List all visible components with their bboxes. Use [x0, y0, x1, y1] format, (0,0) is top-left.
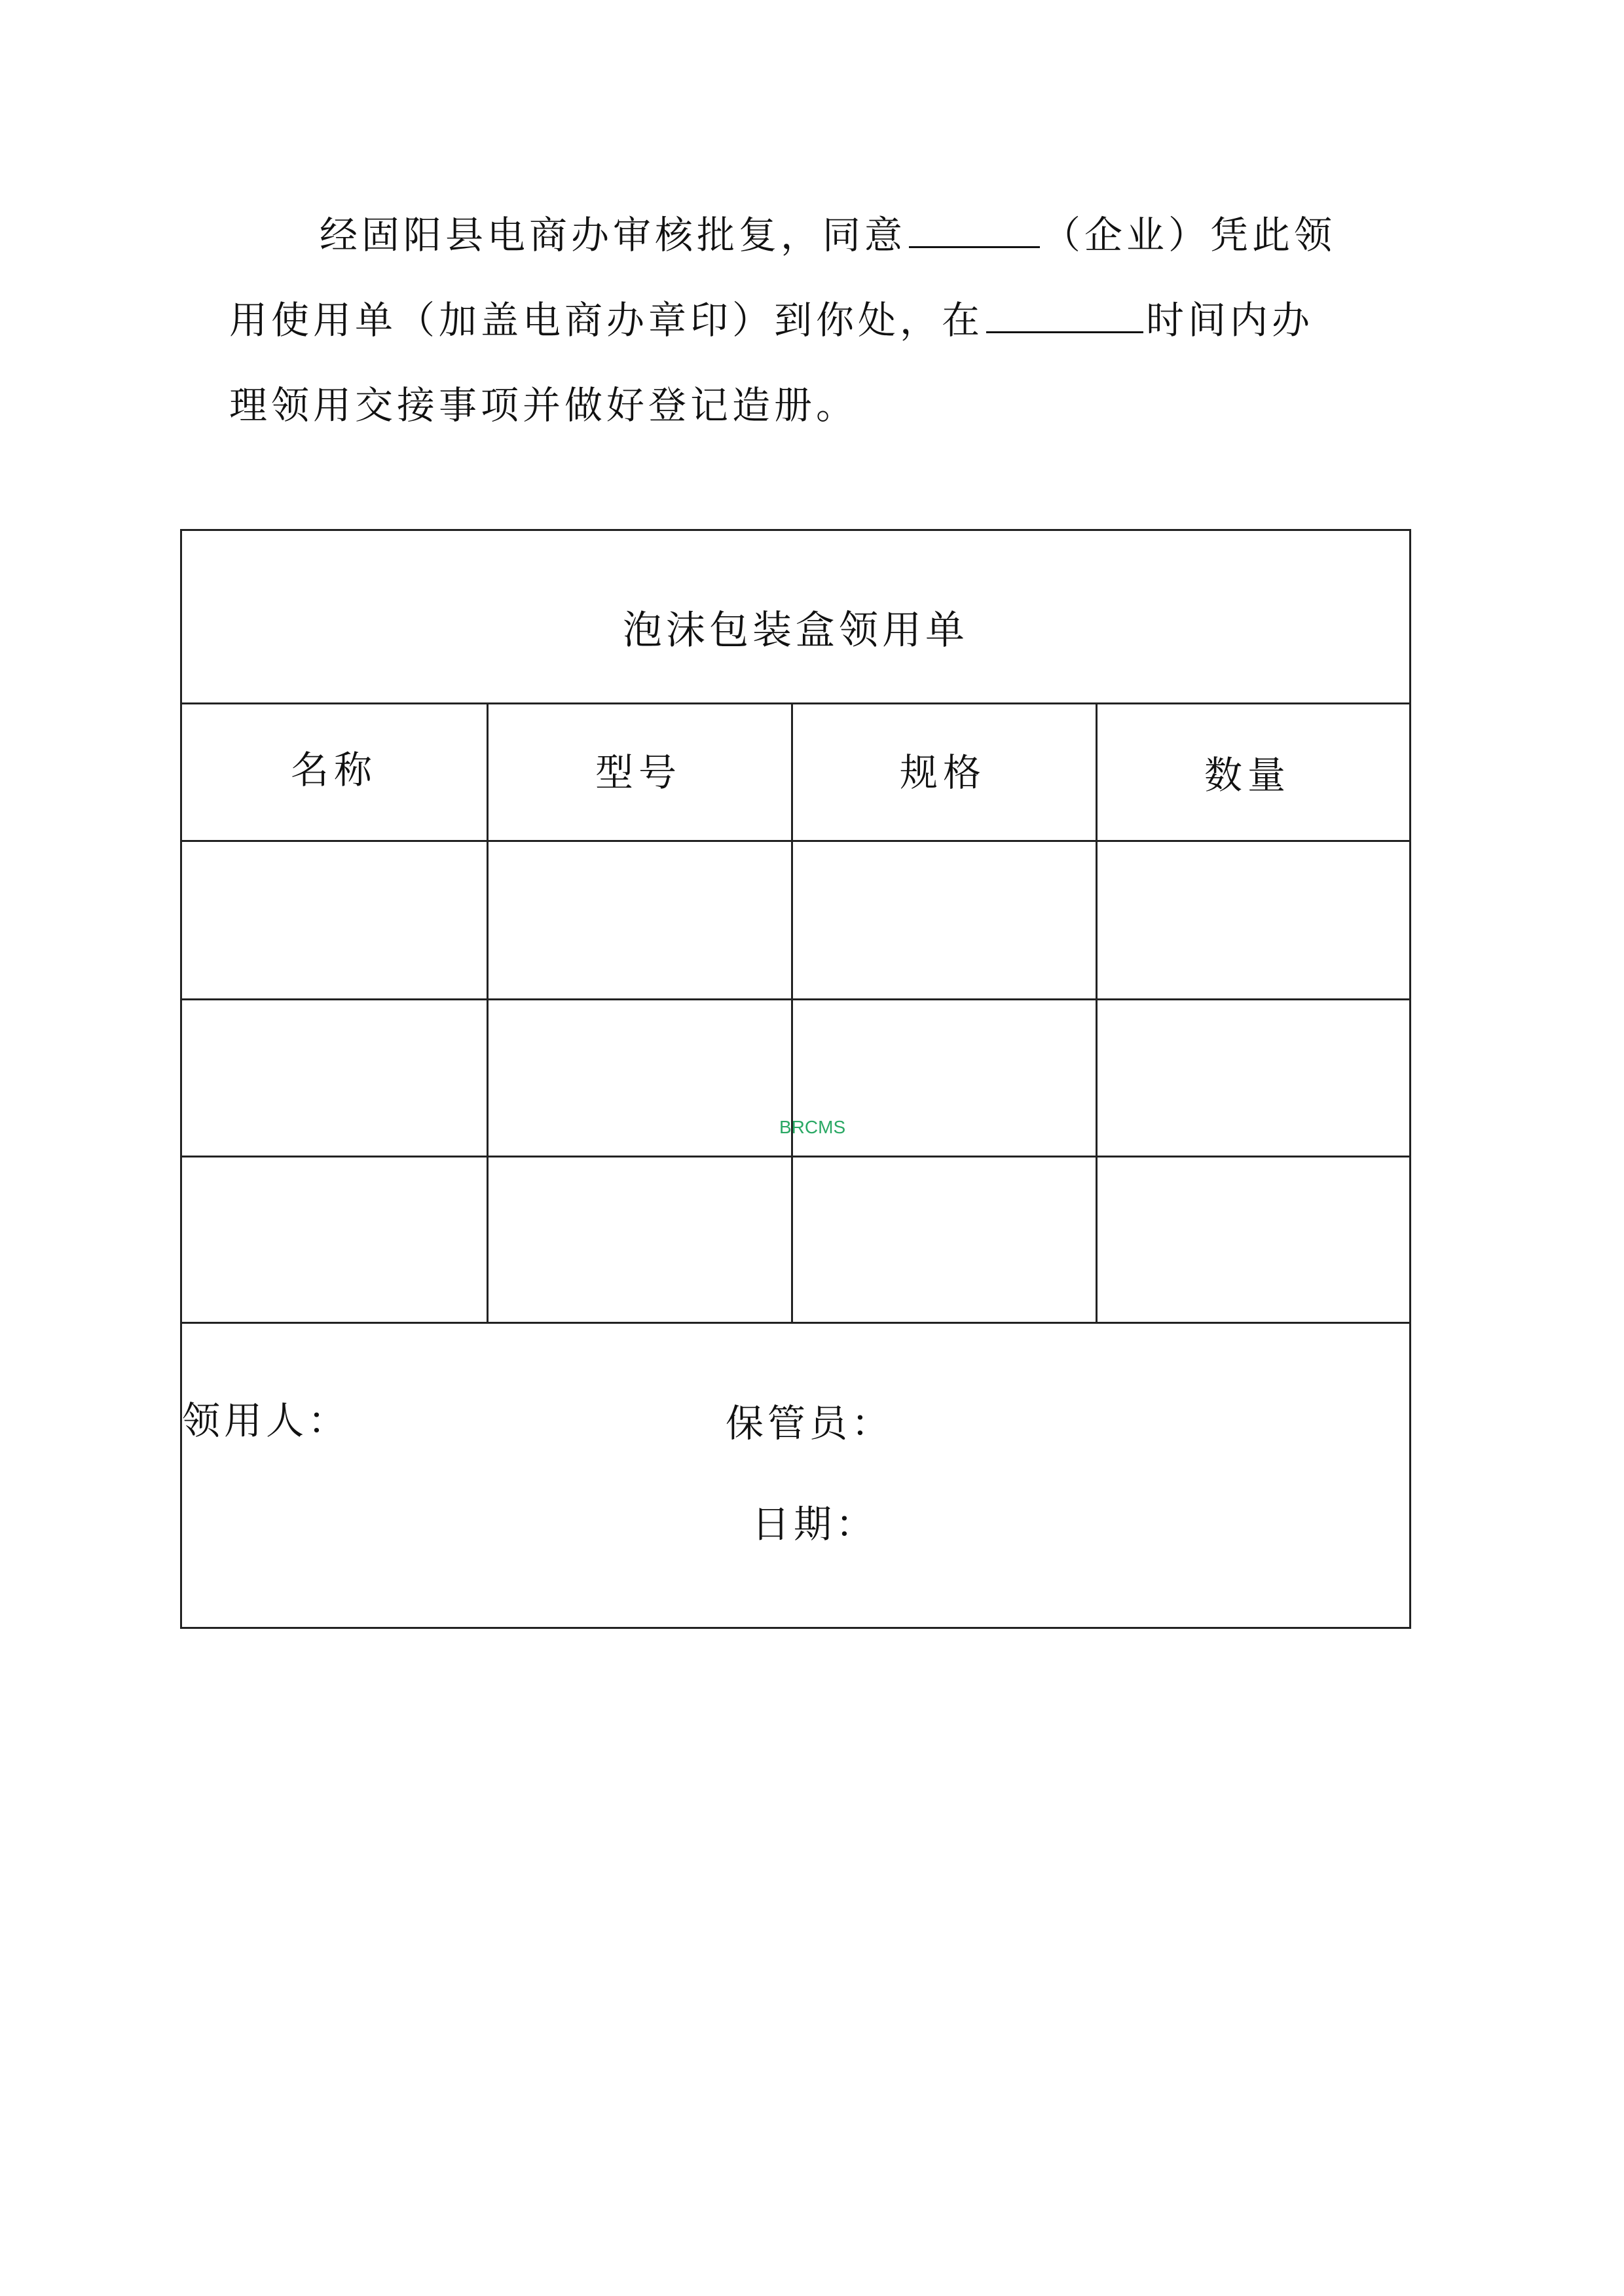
company-name-blank: [909, 246, 1040, 248]
header-model: 型号: [595, 750, 682, 795]
intro-line-1-text-a: 经固阳县电商办审核批复，同意: [320, 213, 907, 257]
requisition-form-table: [180, 529, 1411, 1629]
intro-line-1-text-b: （企业）凭此领: [1043, 213, 1337, 257]
intro-line-2: [229, 298, 1314, 342]
date-label: 日期：: [752, 1502, 878, 1546]
header-divider: [182, 840, 1409, 842]
brcms-watermark: BRCMS: [779, 1117, 846, 1137]
title-divider: [182, 702, 1409, 704]
header-spec: 规格: [899, 750, 987, 795]
recipient-label: 领用人：: [182, 1398, 350, 1443]
intro-line-2-text-b: 时间内办: [1146, 298, 1314, 342]
intro-line-1: [320, 213, 1337, 257]
keeper-label: 保管员：: [726, 1401, 894, 1446]
row-1-divider: [182, 998, 1409, 1000]
row-2-divider: [182, 1156, 1409, 1157]
column-divider-2: [791, 702, 793, 1322]
column-divider-1: [487, 702, 489, 1322]
column-divider-3: [1096, 702, 1098, 1322]
intro-line-2-text-a: 用使用单（加盖电商办章印）到你处，在: [229, 298, 984, 342]
intro-line-3-text: 理领用交接事项并做好登记造册。: [229, 383, 858, 428]
intro-line-3: [229, 383, 858, 428]
time-blank: [986, 331, 1143, 333]
row-3-divider: [182, 1322, 1409, 1324]
header-name: 名称: [290, 748, 378, 792]
form-title: 泡沫包装盒领用单: [623, 608, 969, 653]
header-quantity: 数量: [1204, 753, 1291, 797]
